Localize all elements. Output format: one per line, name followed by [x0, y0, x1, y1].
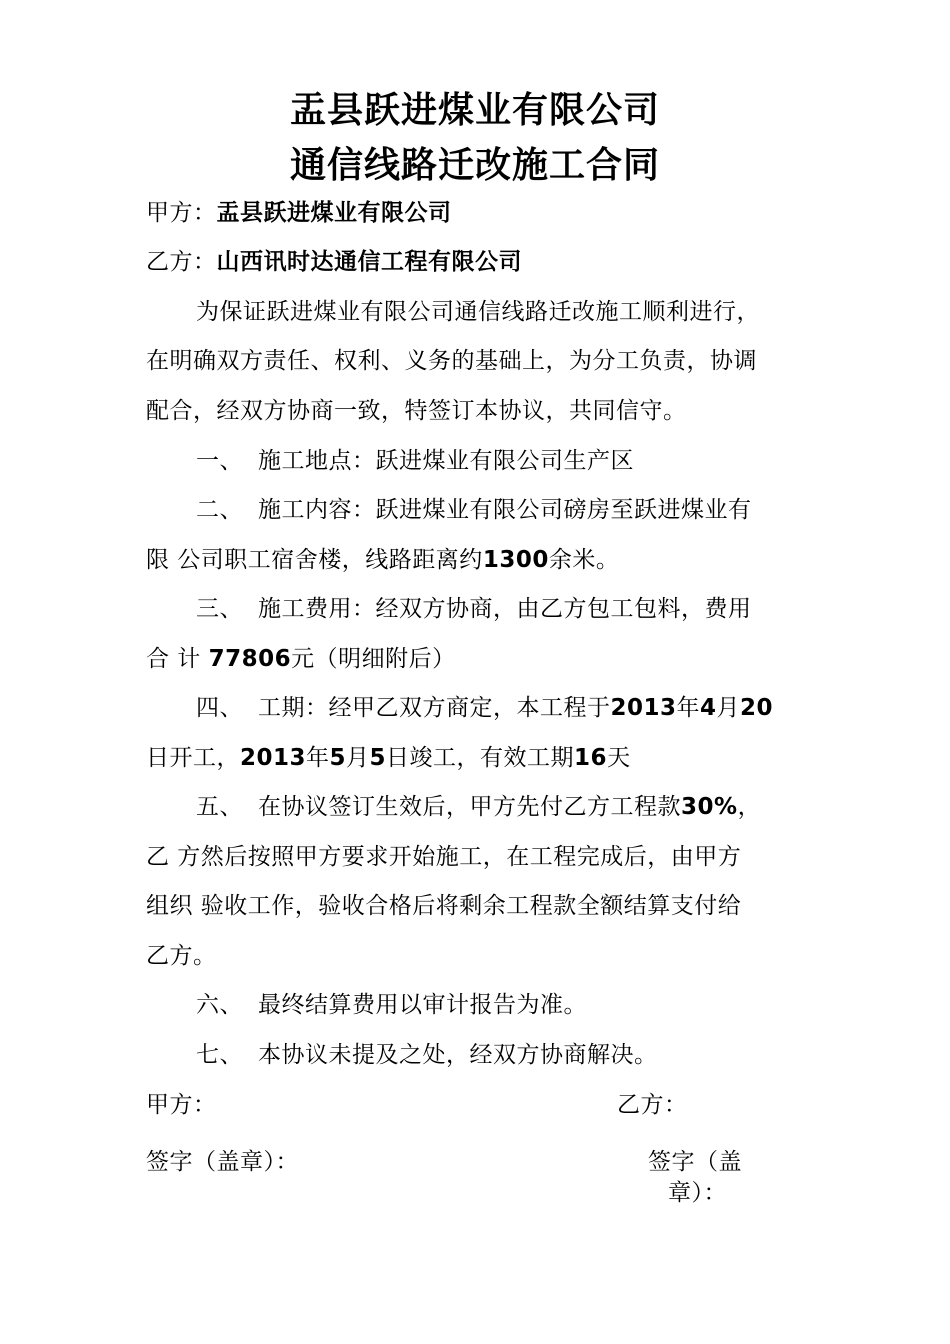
- clause-text: 合 计: [146, 646, 201, 672]
- clause-index: 五、: [196, 794, 243, 820]
- end-day: 5: [369, 745, 387, 771]
- clause-4: [196, 693, 773, 723]
- clause-index: 四、: [196, 695, 243, 721]
- advance-percent: 30%: [681, 794, 738, 820]
- party-b-label: 乙方：: [146, 249, 217, 275]
- signature-field-a: 签字（盖章）：: [146, 1149, 299, 1175]
- clause-text: 施工费用：经双方协商，由乙方包工包料，费用: [258, 596, 752, 622]
- clause-index: 六、: [196, 992, 243, 1018]
- party-b-line: [146, 247, 522, 277]
- clause-text: 最终结算费用以审计报告为准。: [258, 992, 587, 1018]
- distance-value: 1300: [482, 547, 549, 573]
- clause-2: [196, 495, 752, 525]
- clause-5: [196, 792, 761, 822]
- year-char: 年: [306, 745, 330, 771]
- clause-5-line-3: 组织 验收工作，验收合格后将剩余工程款全额结算支付给: [146, 893, 742, 919]
- party-a-label: 甲方：: [146, 200, 217, 226]
- clause-text: 余米。: [548, 547, 620, 573]
- clause-index: 二、: [196, 497, 243, 523]
- signature-field-b-line-2: 章）：: [668, 1180, 727, 1206]
- clause-text: 施工内容：跃进煤业有限公司磅房至跃进煤业有: [258, 497, 752, 523]
- clause-5-line-2: 乙 方然后按照甲方要求开始施工，在工程完成后，由甲方: [146, 844, 742, 870]
- clause-text: 在协议签订生效后，甲方先付乙方工程款: [258, 794, 681, 820]
- end-year: 2013: [240, 745, 307, 771]
- clause-text: 元（明细附后）: [291, 646, 456, 672]
- clause-text: 本协议未提及之处，经双方协商解决。: [258, 1042, 658, 1068]
- signature-field-b-line-1: 签字（盖: [648, 1149, 742, 1175]
- clause-2-continued: [146, 545, 619, 575]
- clause-7: [196, 1040, 658, 1070]
- month-char: 月: [346, 745, 370, 771]
- clause-6: [196, 990, 587, 1020]
- party-a-name: 盂县跃进煤业有限公司: [216, 200, 452, 226]
- party-b-name: 山西讯时达通信工程有限公司: [216, 249, 522, 275]
- signature-party-a: 甲方：: [146, 1092, 217, 1118]
- clause-1: [196, 446, 634, 476]
- end-month: 5: [329, 745, 347, 771]
- contract-title: 通信线路迁改施工合同: [289, 145, 660, 186]
- intro-line-3: 配合，经双方协商一致，特签订本协议，共同信守。: [146, 398, 687, 424]
- clause-text: 工期：经甲乙双方商定，本工程于: [258, 695, 611, 721]
- clause-3-continued: [146, 644, 456, 674]
- clause-text: ，: [737, 794, 762, 820]
- company-title: 盂县跃进煤业有限公司: [289, 90, 660, 131]
- signature-party-b: 乙方：: [617, 1092, 688, 1118]
- cost-value: 77806: [208, 646, 292, 672]
- duration-days: 16: [574, 745, 608, 771]
- clause-4-continued: [146, 743, 631, 773]
- clause-text: 天: [607, 745, 631, 771]
- clause-text: 限 公司职工宿舍楼，线路距离约: [146, 547, 483, 573]
- clause-text: 日开工，: [146, 745, 240, 771]
- start-day: 20: [740, 695, 774, 721]
- year-char: 年: [676, 695, 701, 721]
- intro-line-1: 为保证跃进煤业有限公司通信线路迁改施工顺利进行，: [196, 299, 760, 325]
- party-a-line: [146, 198, 452, 228]
- clause-3: [196, 594, 752, 624]
- clause-index: 一、: [196, 448, 243, 474]
- clause-5-line-4: 乙方。: [146, 943, 217, 969]
- month-char: 月: [716, 695, 741, 721]
- clause-index: 七、: [196, 1042, 243, 1068]
- start-month: 4: [700, 695, 717, 721]
- intro-line-2: 在明确双方责任、权利、义务的基础上，为分工负责，协调: [146, 348, 757, 374]
- clause-text: 施工地点：跃进煤业有限公司生产区: [258, 448, 634, 474]
- start-year: 2013: [610, 695, 677, 721]
- clause-text: 日竣工，有效工期: [386, 745, 575, 771]
- clause-index: 三、: [196, 596, 243, 622]
